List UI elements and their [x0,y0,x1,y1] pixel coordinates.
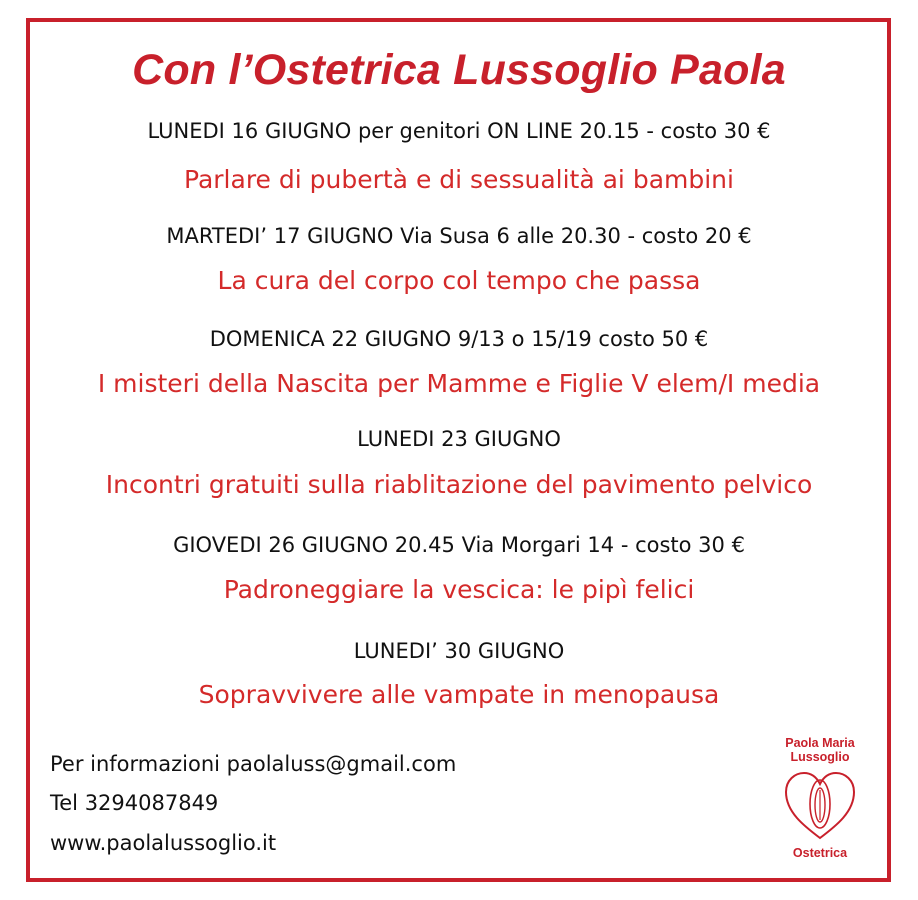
event-1-topic: Parlare di pubertà e di sessualità ai bambini [184,165,734,194]
logo-role: Ostetrica [792,846,848,860]
event-1-info: LUNEDI 16 GIUGNO per genitori ON LINE 20.15 - costo 30 € [147,119,771,143]
event-3-topic: I misteri della Nascita per Mamme e Figlie V elem/I media [97,369,821,398]
logo-name: Paola Maria Lussoglio [785,736,855,764]
heart-icon [782,770,858,842]
event-5-topic: Padroneggiare la vescica: le pipì felici [223,575,695,604]
poster-title: Con l’Ostetrica Lussoglio Paola [132,46,786,94]
event-4-topic: Incontri gratuiti sulla riablitazione del pavimento pelvico [105,470,813,499]
event-6-info: LUNEDI’ 30 GIUGNO [353,639,565,663]
contact-website: www.paolalussoglio.it [50,831,277,855]
event-6-topic: Sopravvivere alle vampate in menopausa [198,680,720,709]
logo [770,736,870,866]
event-5-info: GIOVEDI 26 GIUGNO 20.45 Via Morgari 14 - costo 30 € [173,533,745,557]
event-4-info: LUNEDI 23 GIUGNO [357,427,561,451]
event-2-info: MARTEDI’ 17 GIUGNO Via Susa 6 alle 20.30 - costo 20 € [166,224,752,248]
event-2-topic: La cura del corpo col tempo che passa [217,266,701,295]
contact-phone: Tel 3294087849 [50,791,219,815]
contact-email: Per informazioni paolaluss@gmail.com [50,752,457,776]
event-3-info: DOMENICA 22 GIUGNO 9/13 o 15/19 costo 50 € [209,327,709,351]
